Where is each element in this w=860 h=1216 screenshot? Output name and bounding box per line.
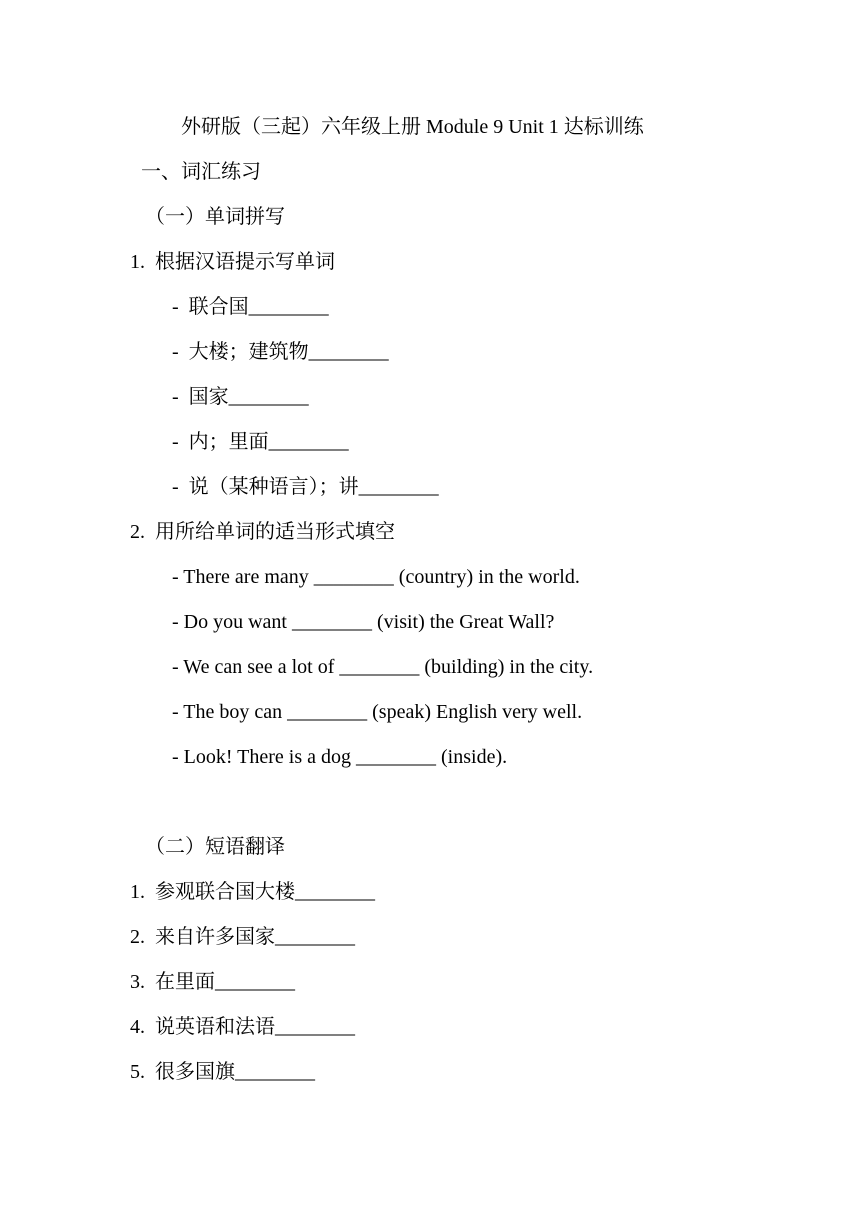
subsection-heading-phrase-translation: （二）短语翻译 bbox=[145, 836, 285, 858]
list-item: 5. 很多国旗________ bbox=[130, 1061, 315, 1083]
list-item: 3. 在里面________ bbox=[130, 971, 295, 993]
question-2-prompt: 2. 用所给单词的适当形式填空 bbox=[130, 521, 395, 543]
list-item: - 内；里面________ bbox=[172, 431, 349, 453]
subsection-heading-spelling: （一）单词拼写 bbox=[145, 206, 285, 228]
list-item: - 国家________ bbox=[172, 386, 309, 408]
list-item: - The boy can ________ (speak) English very well. bbox=[172, 701, 583, 723]
list-item: 4. 说英语和法语________ bbox=[130, 1016, 355, 1038]
document-title: 外研版（三起）六年级上册 Module 9 Unit 1 达标训练 bbox=[181, 116, 644, 138]
list-item: - 联合国________ bbox=[172, 296, 329, 318]
list-item: - 说（某种语言）；讲________ bbox=[172, 476, 439, 498]
list-item: 2. 来自许多国家________ bbox=[130, 926, 355, 948]
list-item: 1. 参观联合国大楼________ bbox=[130, 881, 375, 903]
question-1-prompt: 1. 根据汉语提示写单词 bbox=[130, 251, 335, 273]
list-item: - We can see a lot of ________ (building) in the city. bbox=[172, 656, 594, 678]
list-item: - Look! There is a dog ________ (inside). bbox=[172, 746, 508, 768]
list-item: - Do you want ________ (visit) the Great Wall? bbox=[172, 611, 555, 633]
list-item: - 大楼；建筑物________ bbox=[172, 341, 389, 363]
list-item: - There are many ________ (country) in the world. bbox=[172, 566, 580, 588]
section-heading-vocabulary: 一、词汇练习 bbox=[141, 161, 261, 183]
